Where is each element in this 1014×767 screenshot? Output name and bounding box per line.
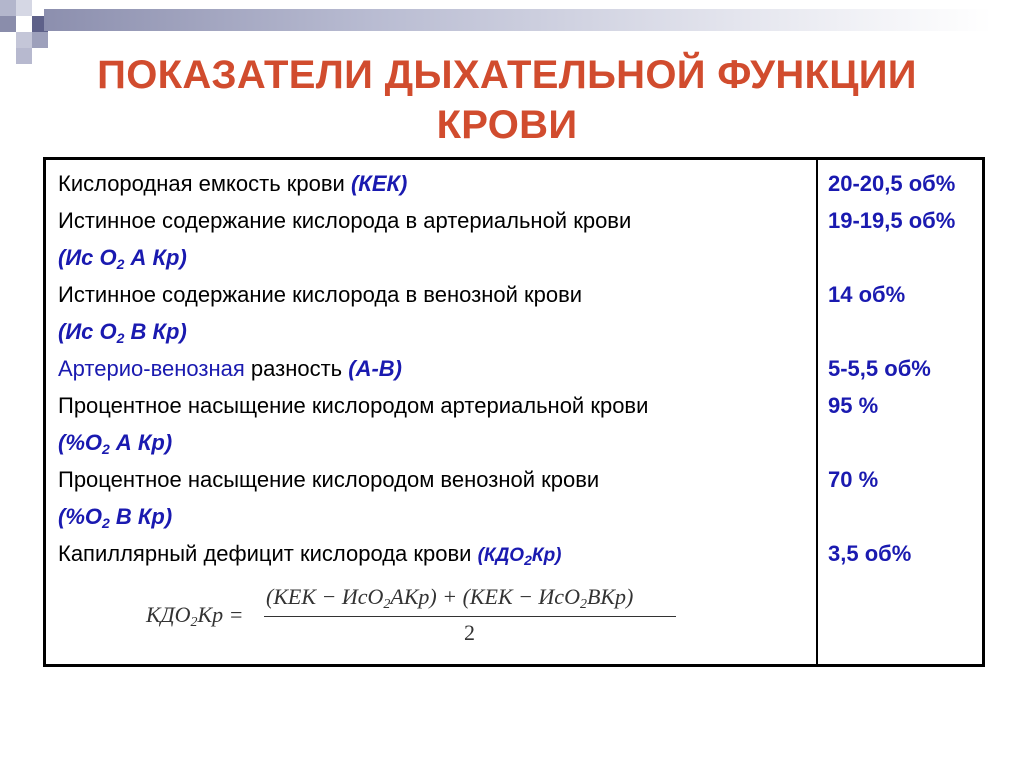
fraction-line: [264, 616, 676, 617]
row-label: разность: [244, 356, 349, 381]
row-arterial-content: [58, 207, 631, 235]
column-divider: [816, 160, 818, 664]
row-abbr: $(КДО_2Кр)$: [477, 545, 562, 568]
row-label: Капиллярный дефицит кислорода крови: [58, 541, 478, 566]
formula-lhs: $КДО_2Кр$ =: [146, 602, 244, 630]
row-value: 70 %: [828, 467, 879, 492]
row-arterial-saturation: [58, 392, 648, 420]
row-label: Истинное содержание кислорода в венозной крови: [58, 282, 583, 307]
kdo-formula: [146, 584, 686, 644]
row-kek: [58, 170, 407, 198]
title-line-2: КРОВИ: [436, 103, 578, 147]
row-abbr-line: (Ис $О_2$ А Кр): [58, 245, 187, 272]
row-value: 20-20,5 об%: [828, 171, 956, 196]
row-label-blue: Артерио-венозная: [58, 356, 245, 381]
formula-numerator: (КЕК − ИсО$_2$АКр) + (КЕК − ИсО$_2$ВКр): [266, 584, 634, 612]
title-line-1: ПОКАЗАТЕЛИ ДЫХАТЕЛЬНОЙ ФУНКЦИИ: [97, 53, 917, 97]
row-value: 3,5 об%: [828, 541, 912, 566]
row-abbr-line: ($\%О_2$ А Кр): [58, 430, 173, 457]
row-capillary-deficit: [58, 540, 562, 570]
row-label: Процентное насыщение кислородом венозной крови: [58, 467, 600, 492]
row-value: 5-5,5 об%: [828, 356, 931, 381]
row-abbr-line: (Ис $О_2$ В Кр): [58, 319, 187, 346]
row-venous-content: [58, 281, 582, 309]
row-label: Истинное содержание кислорода в артериальной крови: [58, 208, 632, 233]
header-gradient-bar: [44, 9, 992, 31]
formula-denominator: 2: [464, 620, 475, 645]
row-label: Кислородная емкость крови: [58, 171, 351, 196]
row-venous-saturation: [58, 466, 599, 494]
row-abbr: (А-В): [348, 356, 403, 381]
row-value: 14 об%: [828, 282, 906, 307]
row-value: 19-19,5 об%: [828, 208, 956, 233]
row-value: 95 %: [828, 393, 879, 418]
indicators-table: [43, 157, 985, 667]
page-title: [0, 50, 1014, 150]
row-abbr: (КЕК): [350, 171, 408, 196]
row-abbr-line: ($\%О_2$ В Кр): [58, 504, 173, 531]
row-label: Процентное насыщение кислородом артериальной крови: [58, 393, 649, 418]
row-av-difference: [58, 355, 402, 383]
